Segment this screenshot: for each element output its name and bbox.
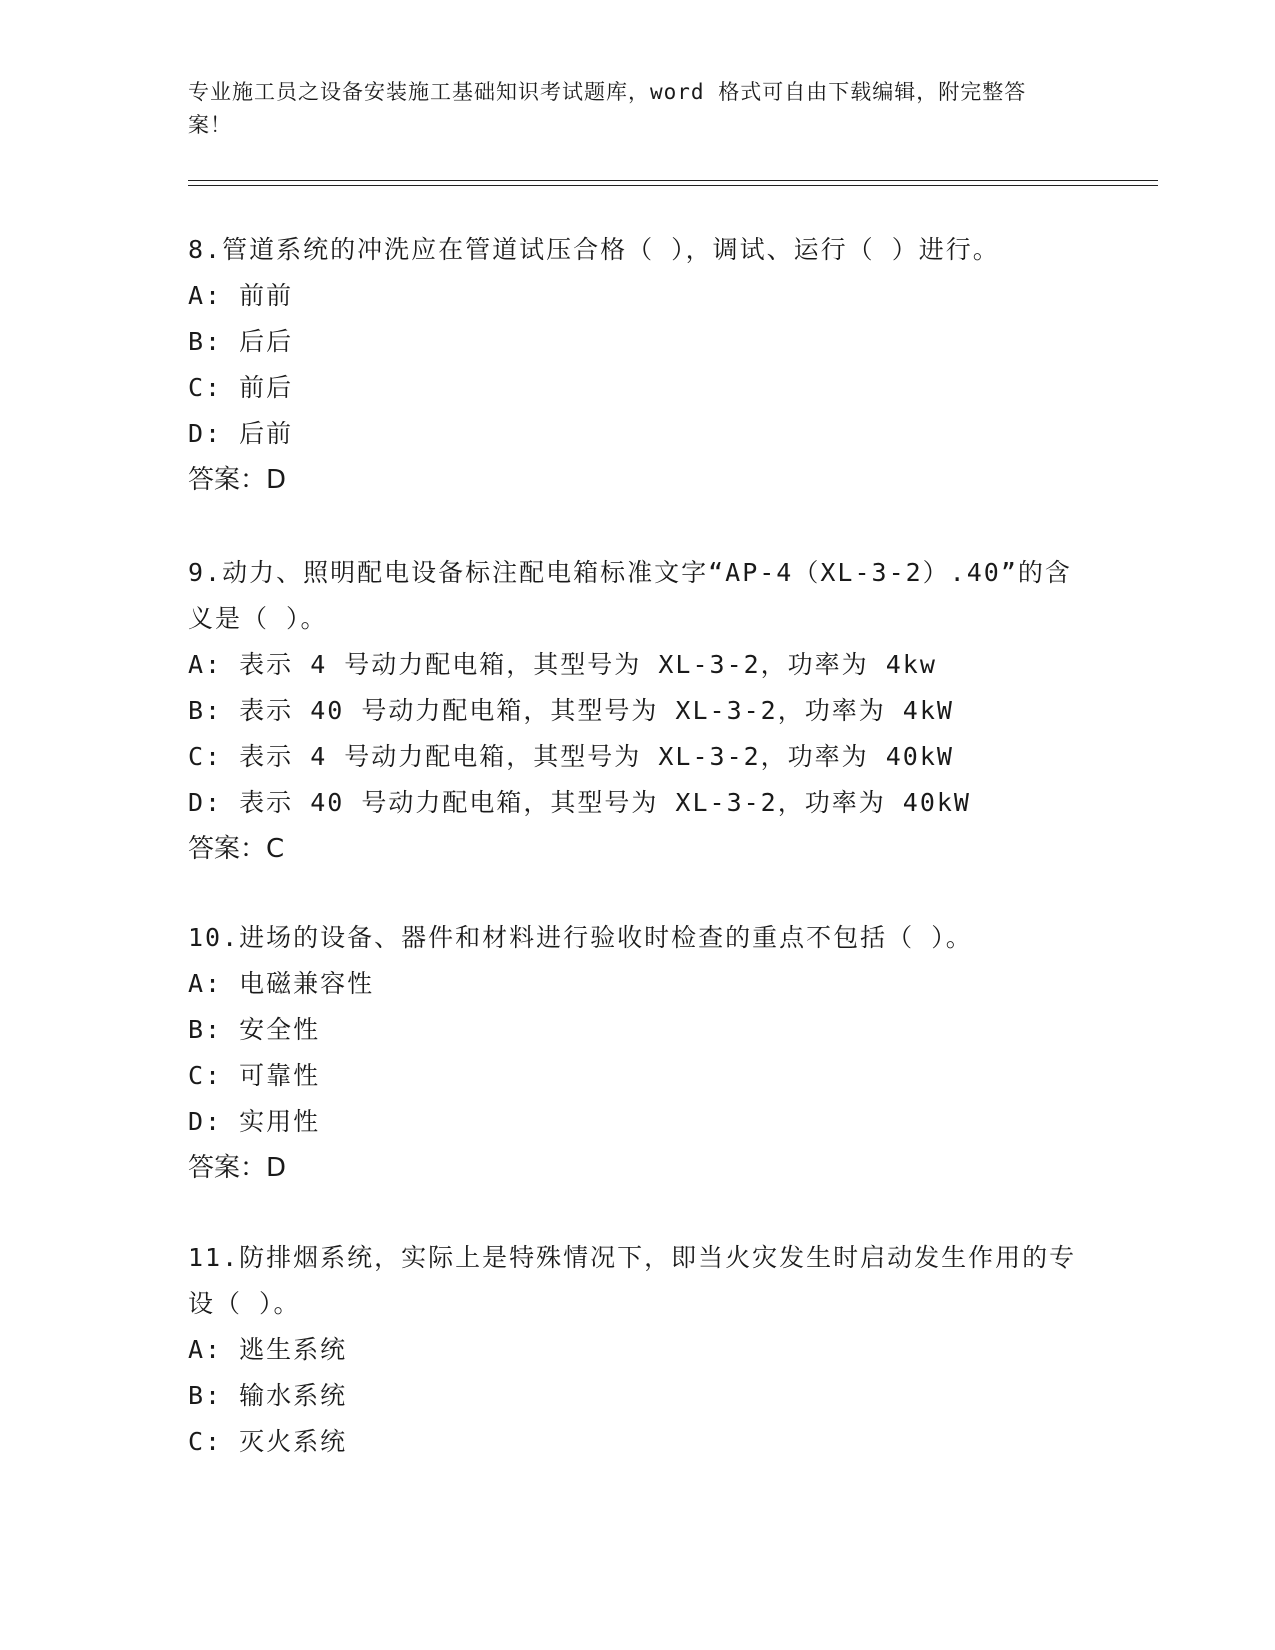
- option-b: B: 表示 40 号动力配电箱，其型号为 XL-3-2，功率为 4kW: [188, 696, 954, 725]
- option-d: D: 实用性: [188, 1107, 321, 1136]
- answer: 答案：D: [188, 465, 287, 495]
- question-stem: 8.管道系统的冲洗应在管道试压合格（ ），调试、运行（ ）进行。: [188, 235, 1000, 264]
- question-stem: 11.防排烟系统，实际上是特殊情况下，即当火灾发生时启动发生作用的专设（ ）。: [188, 1243, 1077, 1318]
- option-a: A: 表示 4 号动力配电箱，其型号为 XL-3-2，功率为 4kw: [188, 650, 937, 679]
- question-stem: 10.进场的设备、器件和材料进行验收时检查的重点不包括（ ）。: [188, 923, 973, 952]
- question-11: [188, 1235, 1088, 1465]
- header-divider-secondary: [188, 185, 1158, 186]
- document-header: 专业施工员之设备安装施工基础知识考试题库，word 格式可自由下载编辑，附完整答案！: [188, 80, 1027, 137]
- option-b: B: 后后: [188, 327, 294, 356]
- option-a: A: 逃生系统: [188, 1335, 348, 1364]
- option-d: D: 表示 40 号动力配电箱，其型号为 XL-3-2，功率为 40kW: [188, 788, 971, 817]
- option-b: B: 输水系统: [188, 1381, 348, 1410]
- question-8: [188, 227, 1088, 503]
- option-c: C: 前后: [188, 373, 294, 402]
- answer: 答案：D: [188, 1153, 287, 1183]
- answer: 答案：C: [188, 834, 285, 864]
- option-c: C: 灭火系统: [188, 1427, 348, 1456]
- option-a: A: 前前: [188, 281, 294, 310]
- option-c: C: 可靠性: [188, 1061, 321, 1090]
- question-10: [188, 915, 1088, 1191]
- option-a: A: 电磁兼容性: [188, 969, 375, 998]
- question-9: [188, 550, 1088, 872]
- option-d: D: 后前: [188, 419, 294, 448]
- option-c: C: 表示 4 号动力配电箱，其型号为 XL-3-2，功率为 40kW: [188, 742, 954, 771]
- header-divider: [188, 180, 1158, 181]
- option-b: B: 安全性: [188, 1015, 321, 1044]
- question-stem: 9.动力、照明配电设备标注配电箱标准文字“AP-4（XL-3-2）.40”的含义是（ ）。: [188, 558, 1072, 633]
